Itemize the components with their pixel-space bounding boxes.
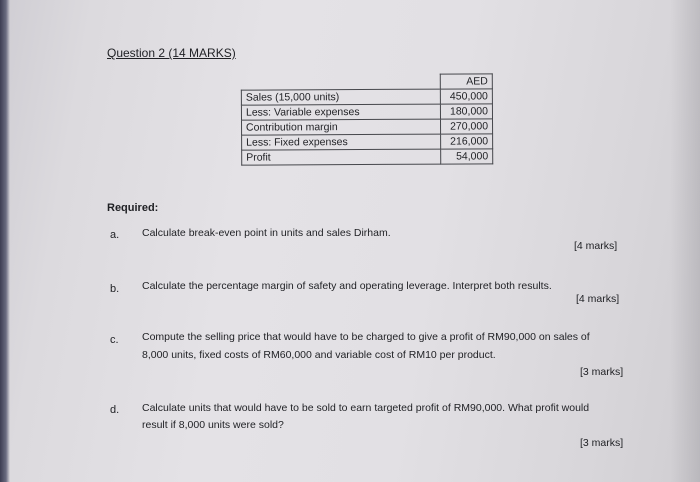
row-value: 270,000 <box>440 119 492 134</box>
table-row <box>241 89 492 105</box>
table-row <box>242 134 493 150</box>
question-c-line-1: Compute the selling price that would have to be charged to give a profit of RM90,000 on sales of <box>142 331 590 343</box>
question-c-letter: c. <box>110 334 119 346</box>
row-label: Contribution margin <box>242 119 441 135</box>
table-row <box>242 149 493 165</box>
question-b-marks: [4 marks] <box>576 293 620 305</box>
table-header-row <box>241 74 492 90</box>
row-value: 216,000 <box>441 134 493 149</box>
question-b-line-1: Calculate the percentage margin of safety and operating leverage. Interpret both results. <box>142 280 552 292</box>
currency-header: AED <box>440 74 492 89</box>
financial-table <box>241 73 493 165</box>
question-a-line-1: Calculate break-even point in units and sales Dirham. <box>142 227 391 239</box>
question-c-marks: [3 marks] <box>580 366 624 378</box>
row-value: 450,000 <box>440 89 492 104</box>
question-d-marks: [3 marks] <box>580 437 624 449</box>
row-label: Profit <box>242 149 441 165</box>
question-d-line-2: result if 8,000 units were sold? <box>142 419 284 431</box>
row-label: Less: Fixed expenses <box>242 134 441 150</box>
question-c-line-2: 8,000 units, fixed costs of RM60,000 and variable cost of RM10 per product. <box>142 349 496 361</box>
table-row <box>242 119 493 135</box>
table-header-empty <box>241 74 440 90</box>
question-d-letter: d. <box>110 404 120 416</box>
question-b-letter: b. <box>110 283 120 295</box>
question-a-marks: [4 marks] <box>574 240 618 252</box>
required-heading: Required: <box>107 202 159 214</box>
question-title: Question 2 (14 MARKS) <box>107 46 236 60</box>
table-row <box>241 104 492 120</box>
row-value: 54,000 <box>441 149 493 164</box>
page-edge-shadow <box>0 0 10 482</box>
row-label: Sales (15,000 units) <box>241 89 440 105</box>
question-d-line-1: Calculate units that would have to be sold to earn targeted profit of RM90,000. What profit would <box>142 402 590 414</box>
row-label: Less: Variable expenses <box>241 104 440 120</box>
question-a-letter: a. <box>110 229 120 241</box>
row-value: 180,000 <box>440 104 492 119</box>
page-right-shadow <box>670 0 700 482</box>
